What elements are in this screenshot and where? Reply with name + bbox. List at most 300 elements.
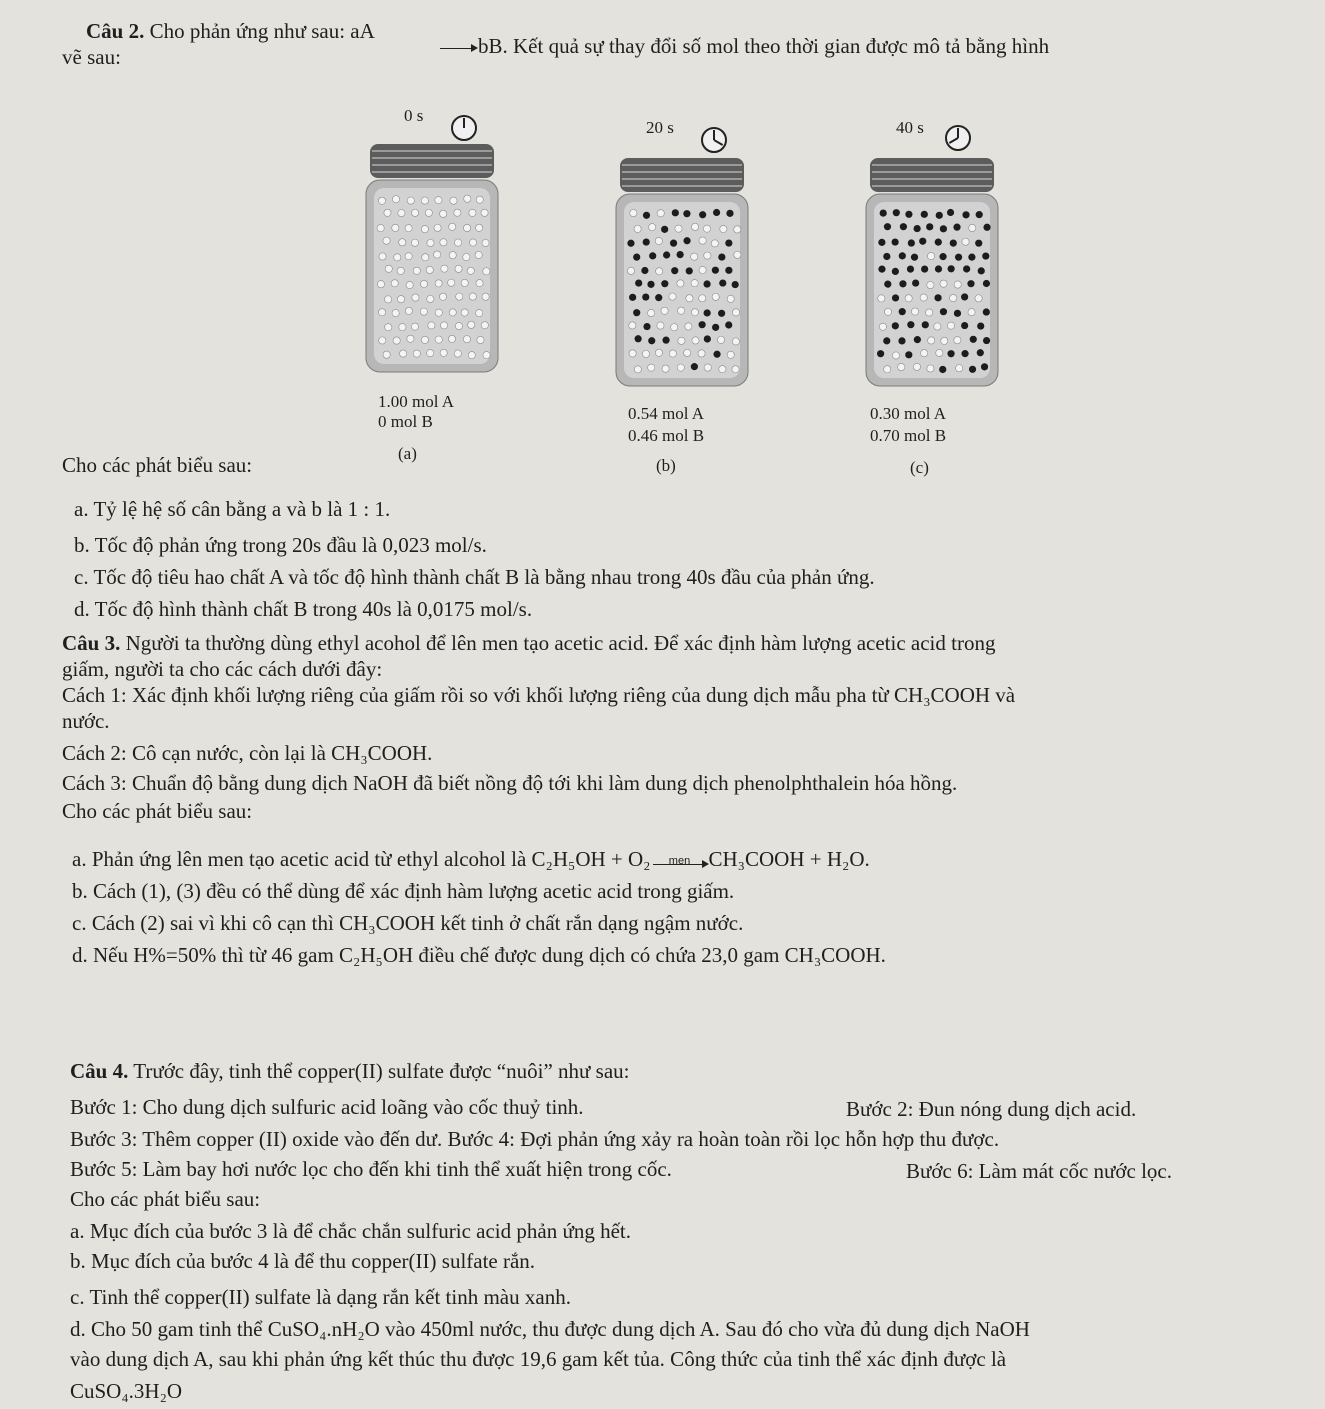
molecule-a (630, 209, 637, 216)
molecule-b (905, 351, 912, 358)
molecule-b (643, 238, 650, 245)
jar-caption: (c) (910, 458, 929, 477)
jar-mol-a-label: 1.00 mol A (378, 392, 455, 411)
molecule-b (883, 253, 890, 260)
q3-method1: Cách 1: Xác định khối lượng riêng của giấm rồi so với khối lượng riêng của dung dịch mẫu pha từ CH₃COOH và (62, 683, 1016, 707)
q2-statement-a: a. Tỷ lệ hệ số cân bằng a và b là 1 : 1. (74, 497, 391, 521)
molecule-a (648, 364, 655, 371)
molecule-b (655, 294, 662, 301)
jar-mol-b-label: 0.46 mol B (628, 426, 705, 445)
molecule-a (699, 295, 706, 302)
q3-method1-line2: nước. (62, 709, 110, 733)
molecule-b (977, 349, 984, 356)
molecule-a (692, 337, 699, 344)
molecule-a (397, 267, 404, 274)
molecule-a (440, 322, 447, 329)
molecule-b (950, 239, 957, 246)
q4-title: Câu 4. (70, 1059, 129, 1083)
q4-statement-b: b. Mục đích của bước 4 là để thu copper(II) sulfate rắn. (70, 1249, 536, 1273)
molecule-a (385, 296, 392, 303)
molecule-a (732, 309, 739, 316)
molecule-b (983, 308, 990, 315)
molecule-b (961, 322, 968, 329)
q3-intro-text: Người ta thường dùng ethyl acohol để lên men tạo acetic acid. Để xác định hàm lượng acetic acid trong (120, 631, 996, 655)
molecule-a (454, 239, 461, 246)
molecule-b (898, 337, 905, 344)
molecule-b (899, 308, 906, 315)
molecule-b (725, 321, 732, 328)
molecule-b (961, 293, 968, 300)
molecule-a (411, 239, 418, 246)
molecule-a (392, 196, 399, 203)
molecule-a (391, 280, 398, 287)
molecule-a (435, 309, 442, 316)
molecule-b (893, 209, 900, 216)
q3-prompt: Cho các phát biểu sau: (62, 799, 253, 823)
molecule-b (970, 336, 977, 343)
molecule-b (884, 223, 891, 230)
molecule-a (927, 253, 934, 260)
molecule-a (671, 324, 678, 331)
molecule-b (947, 350, 954, 357)
molecule-a (691, 280, 698, 287)
molecule-a (898, 363, 905, 370)
molecule-a (911, 308, 918, 315)
q3-statement-a-products: CH₃COOH + H₂O. (708, 847, 870, 871)
molecule-a (698, 350, 705, 357)
molecule-a (425, 209, 432, 216)
molecule-b (635, 279, 642, 286)
molecule-a (378, 197, 385, 204)
molecule-b (969, 366, 976, 373)
molecule-a (407, 197, 414, 204)
molecule-b (940, 308, 947, 315)
molecule-a (461, 279, 468, 286)
molecule-a (405, 225, 412, 232)
molecule-a (469, 239, 476, 246)
jar-lid-thread (872, 178, 992, 180)
molecule-b (883, 337, 890, 344)
molecule-b (936, 212, 943, 219)
molecule-a (634, 366, 641, 373)
jar-mol-a-label: 0.30 mol A (870, 404, 947, 423)
molecule-b (647, 281, 654, 288)
molecule-a (926, 309, 933, 316)
molecule-b (880, 209, 887, 216)
molecule-b (907, 266, 914, 273)
molecule-a (420, 280, 427, 287)
molecule-a (383, 351, 390, 358)
q4-step6: Bước 6: Làm mát cốc nước lọc. (906, 1159, 1172, 1183)
molecule-a (400, 350, 407, 357)
molecule-a (921, 350, 928, 357)
molecule-b (718, 310, 725, 317)
molecule-b (912, 279, 919, 286)
molecule-b (975, 240, 982, 247)
molecule-b (725, 267, 732, 274)
molecule-a (441, 265, 448, 272)
molecule-a (685, 323, 692, 330)
molecule-a (464, 195, 471, 202)
molecule-b (643, 212, 650, 219)
molecule-a (439, 293, 446, 300)
molecule-a (719, 366, 726, 373)
molecule-b (878, 239, 885, 246)
jar-mol-b-label: 0.70 mol B (870, 426, 947, 445)
q3-method3: Cách 3: Chuẩn độ bằng dung dịch NaOH đã biết nồng độ tới khi làm dung dịch phenolphthalein hóa hồng. (62, 771, 958, 795)
q4-statement-d-line2: vào dung dịch A, sau khi phản ứng kết thúc thu được 19,6 gam kết tủa. Công thức của tinh thể xác định được là (70, 1347, 1007, 1371)
q2-statement-d: d. Tốc độ hình thành chất B trong 40s là 0,0175 mol/s. (74, 597, 533, 621)
molecule-a (677, 280, 684, 287)
molecule-a (421, 226, 428, 233)
molecule-a (385, 324, 392, 331)
molecule-a (476, 196, 483, 203)
jar-lid-thread (622, 164, 742, 166)
jar-lid-thread (372, 150, 492, 152)
molecule-a (427, 239, 434, 246)
molecule-a (969, 224, 976, 231)
molecule-b (633, 253, 640, 260)
molecule-b (704, 309, 711, 316)
molecule-b (703, 280, 710, 287)
molecule-a (440, 210, 447, 217)
molecule-a (727, 351, 734, 358)
molecule-a (379, 253, 386, 260)
molecule-a (454, 350, 461, 357)
molecule-b (905, 211, 912, 218)
jar-lid-thread (872, 185, 992, 187)
molecule-a (950, 294, 957, 301)
molecule-b (877, 350, 884, 357)
molecule-a (629, 322, 636, 329)
jar-lid-thread (872, 171, 992, 173)
molecule-b (919, 238, 926, 245)
clock-icon (450, 114, 478, 142)
molecule-b (712, 324, 719, 331)
q3-title: Câu 3. (62, 631, 121, 655)
molecule-a (476, 280, 483, 287)
molecule-a (477, 336, 484, 343)
q4-step2: Bước 2: Đun nóng dung dịch acid. (846, 1097, 1137, 1121)
reaction-jar-2 (612, 154, 752, 394)
molecule-a (427, 295, 434, 302)
molecule-a (483, 352, 490, 359)
molecule-a (655, 349, 662, 356)
molecule-b (921, 211, 928, 218)
q2-title: Câu 2. (86, 19, 145, 43)
q3-intro-line2: giấm, người ta cho các cách dưới đây: (62, 657, 383, 681)
molecule-a (678, 307, 685, 314)
q2-statement-c: c. Tốc độ tiêu hao chất A và tốc độ hình thành chất B là bằng nhau trong 40s đầu của phản ứng. (74, 565, 875, 589)
q2-intro-tail (438, 33, 1049, 59)
molecule-a (393, 337, 400, 344)
molecule-a (449, 309, 456, 316)
q3-statement-a (72, 846, 870, 872)
molecule-a (405, 253, 412, 260)
jar-time-label: 40 s (896, 118, 924, 137)
molecule-b (712, 267, 719, 274)
q4-intro (70, 1058, 629, 1084)
molecule-a (657, 210, 664, 217)
molecule-b (892, 322, 899, 329)
molecule-b (699, 321, 706, 328)
molecule-a (426, 266, 433, 273)
molecule-b (691, 363, 698, 370)
q4-intro-text: Trước đây, tinh thể copper(II) sulfate được “nuôi” như sau: (128, 1059, 630, 1083)
molecule-a (661, 307, 668, 314)
molecule-a (629, 350, 636, 357)
molecule-b (683, 237, 690, 244)
molecule-b (935, 239, 942, 246)
molecule-b (635, 335, 642, 342)
molecule-a (392, 224, 399, 231)
molecule-a (905, 295, 912, 302)
q3-statement-a-text: a. Phản ứng lên men tạo acetic acid từ ethyl alcohol là C₂H₅OH + O₂ (72, 847, 651, 871)
q2-prompt: Cho các phát biểu sau: (62, 453, 253, 477)
molecule-a (413, 350, 420, 357)
molecule-a (440, 239, 447, 246)
molecule-a (928, 337, 935, 344)
molecule-b (633, 309, 640, 316)
molecule-b (704, 335, 711, 342)
molecule-b (662, 337, 669, 344)
reaction-arrow-icon (440, 48, 476, 49)
molecule-a (413, 267, 420, 274)
molecule-b (983, 224, 990, 231)
q3-statement-c: c. Cách (2) sai vì khi cô cạn thì CH₃COOH kết tinh ở chất rắn dạng ngậm nước. (72, 911, 744, 935)
jar-mol-b-label: 0 mol B (378, 412, 433, 431)
jar-caption: (b) (656, 456, 676, 475)
molecule-b (878, 266, 885, 273)
molecule-a (468, 321, 475, 328)
molecule-a (732, 366, 739, 373)
molecule-a (392, 310, 399, 317)
molecule-a (711, 240, 718, 247)
molecule-a (699, 237, 706, 244)
jar-lid-thread (622, 185, 742, 187)
molecule-a (657, 322, 664, 329)
molecule-a (461, 309, 468, 316)
molecule-b (921, 265, 928, 272)
molecule-a (956, 365, 963, 372)
molecule-b (677, 251, 684, 258)
molecule-b (983, 280, 990, 287)
molecule-b (982, 252, 989, 259)
molecule-a (704, 364, 711, 371)
molecule-b (663, 251, 670, 258)
molecule-a (712, 293, 719, 300)
molecule-a (475, 251, 482, 258)
molecule-b (968, 254, 975, 261)
clock-icon (700, 126, 728, 154)
q4-step1: Bước 1: Cho dung dịch sulfuric acid loãng vào cốc thuỷ tinh. (70, 1095, 584, 1119)
molecule-a (421, 197, 428, 204)
molecule-a (434, 224, 441, 231)
molecule-b (954, 310, 961, 317)
molecule-a (468, 352, 475, 359)
q2-intro-text-2: bB. Kết quả sự thay đổi số mol theo thời gian được mô tả bằng hình (478, 34, 1050, 58)
q4-statement-a: a. Mục đích của bước 3 là để chắc chắn sulfuric acid phản ứng hết. (70, 1219, 631, 1243)
molecule-a (878, 295, 885, 302)
molecule-a (656, 268, 663, 275)
molecule-b (899, 280, 906, 287)
molecule-b (627, 240, 634, 247)
molecule-a (434, 251, 441, 258)
molecule-b (672, 209, 679, 216)
jar-time-label: 20 s (646, 118, 674, 137)
molecule-b (922, 321, 929, 328)
molecule-a (920, 294, 927, 301)
molecule-a (677, 364, 684, 371)
molecule-a (398, 210, 405, 217)
molecule-b (983, 337, 990, 344)
molecule-b (935, 265, 942, 272)
molecule-a (435, 197, 442, 204)
q4-prompt: Cho các phát biểu sau: (70, 1187, 261, 1211)
molecule-b (899, 252, 906, 259)
molecule-b (908, 239, 915, 246)
molecule-b (940, 225, 947, 232)
molecule-a (941, 337, 948, 344)
molecule-a (691, 309, 698, 316)
molecule-b (939, 366, 946, 373)
molecule-a (936, 349, 943, 356)
q2-statement-b: b. Tốc độ phản ứng trong 20s đầu là 0,023 mol/s. (74, 533, 487, 557)
molecule-a (648, 309, 655, 316)
molecule-a (456, 293, 463, 300)
molecule-a (927, 281, 934, 288)
molecule-a (884, 366, 891, 373)
molecule-a (662, 365, 669, 372)
molecule-a (678, 337, 685, 344)
molecule-a (686, 295, 693, 302)
molecule-b (732, 281, 739, 288)
molecule-b (699, 211, 706, 218)
molecule-b (961, 350, 968, 357)
molecule-a (455, 322, 462, 329)
molecule-b (719, 279, 726, 286)
molecule-a (947, 322, 954, 329)
molecule-a (377, 281, 384, 288)
molecule-b (649, 252, 656, 259)
reaction-jar-3 (862, 154, 1002, 394)
molecule-a (481, 209, 488, 216)
jar-lid-thread (872, 164, 992, 166)
molecule-a (913, 363, 920, 370)
molecule-a (975, 295, 982, 302)
molecule-a (469, 209, 476, 216)
molecule-a (684, 349, 691, 356)
molecule-a (377, 225, 384, 232)
molecule-b (641, 267, 648, 274)
molecule-a (927, 365, 934, 372)
molecule-b (892, 268, 899, 275)
molecule-a (449, 252, 456, 259)
molecule-a (405, 307, 412, 314)
molecule-a (734, 226, 741, 233)
molecule-b (962, 211, 969, 218)
molecule-a (449, 223, 456, 230)
molecule-a (463, 254, 470, 261)
molecule-a (634, 225, 641, 232)
molecule-b (963, 265, 970, 272)
molecule-a (884, 308, 891, 315)
molecule-a (428, 322, 435, 329)
molecule-b (671, 267, 678, 274)
molecule-b (725, 239, 732, 246)
q2-intro (86, 18, 375, 44)
molecule-a (407, 335, 414, 342)
molecule-b (661, 226, 668, 233)
jar-lid-thread (622, 178, 742, 180)
jar-time-label: 0 s (404, 106, 424, 125)
molecule-a (691, 223, 698, 230)
molecule-a (463, 336, 470, 343)
molecule-b (713, 351, 720, 358)
molecule-b (926, 223, 933, 230)
molecule-a (675, 225, 682, 232)
molecule-b (670, 240, 677, 247)
fermentation-arrow-icon (653, 851, 707, 871)
molecule-a (399, 239, 406, 246)
molecule-a (482, 293, 489, 300)
molecule-a (483, 268, 490, 275)
molecule-b (939, 253, 946, 260)
molecule-b (914, 336, 921, 343)
molecule-a (383, 237, 390, 244)
molecule-a (717, 336, 724, 343)
molecule-b (713, 209, 720, 216)
jar-mol-a-label: 0.54 mol A (628, 404, 705, 423)
q3-method2: Cách 2: Cô cạn nước, còn lại là CH₃COOH. (62, 741, 433, 765)
molecule-b (907, 321, 914, 328)
jar-lid-thread (372, 171, 492, 173)
molecule-b (977, 322, 984, 329)
q3-statement-d: d. Nếu H%=50% thì từ 46 gam C₂H₅OH điều chế được dung dịch có chứa 23,0 gam CH₃COOH. (72, 943, 886, 967)
molecule-b (643, 323, 650, 330)
molecule-a (450, 197, 457, 204)
q4-step3-4: Bước 3: Thêm copper (II) oxide vào đến dư. Bước 4: Đợi phản ứng xảy ra hoàn toàn rồi lọc hỗn hợp thu được. (70, 1127, 1000, 1151)
molecule-b (967, 280, 974, 287)
molecule-a (385, 265, 392, 272)
molecule-a (455, 265, 462, 272)
q4-step5: Bước 5: Làm bay hơi nước lọc cho đến khi tinh thể xuất hiện trong cốc. (70, 1157, 672, 1181)
molecule-a (420, 308, 427, 315)
q2-intro-line2: vẽ sau: (62, 45, 121, 69)
molecule-a (962, 238, 969, 245)
molecule-b (726, 210, 733, 217)
molecule-a (481, 322, 488, 329)
jar-lid-thread (622, 171, 742, 173)
molecule-a (422, 254, 429, 261)
q3-intro (62, 630, 995, 656)
molecule-a (482, 239, 489, 246)
molecule-a (384, 209, 391, 216)
reaction-jar-1 (362, 140, 502, 380)
molecule-b (686, 267, 693, 274)
molecule-b (911, 254, 918, 261)
molecule-b (978, 267, 985, 274)
molecule-a (411, 323, 418, 330)
molecule-a (954, 337, 961, 344)
molecule-a (435, 280, 442, 287)
molecule-a (720, 225, 727, 232)
molecule-a (703, 225, 710, 232)
molecule-a (412, 294, 419, 301)
molecule-a (421, 336, 428, 343)
molecule-b (648, 337, 655, 344)
molecule-a (642, 350, 649, 357)
